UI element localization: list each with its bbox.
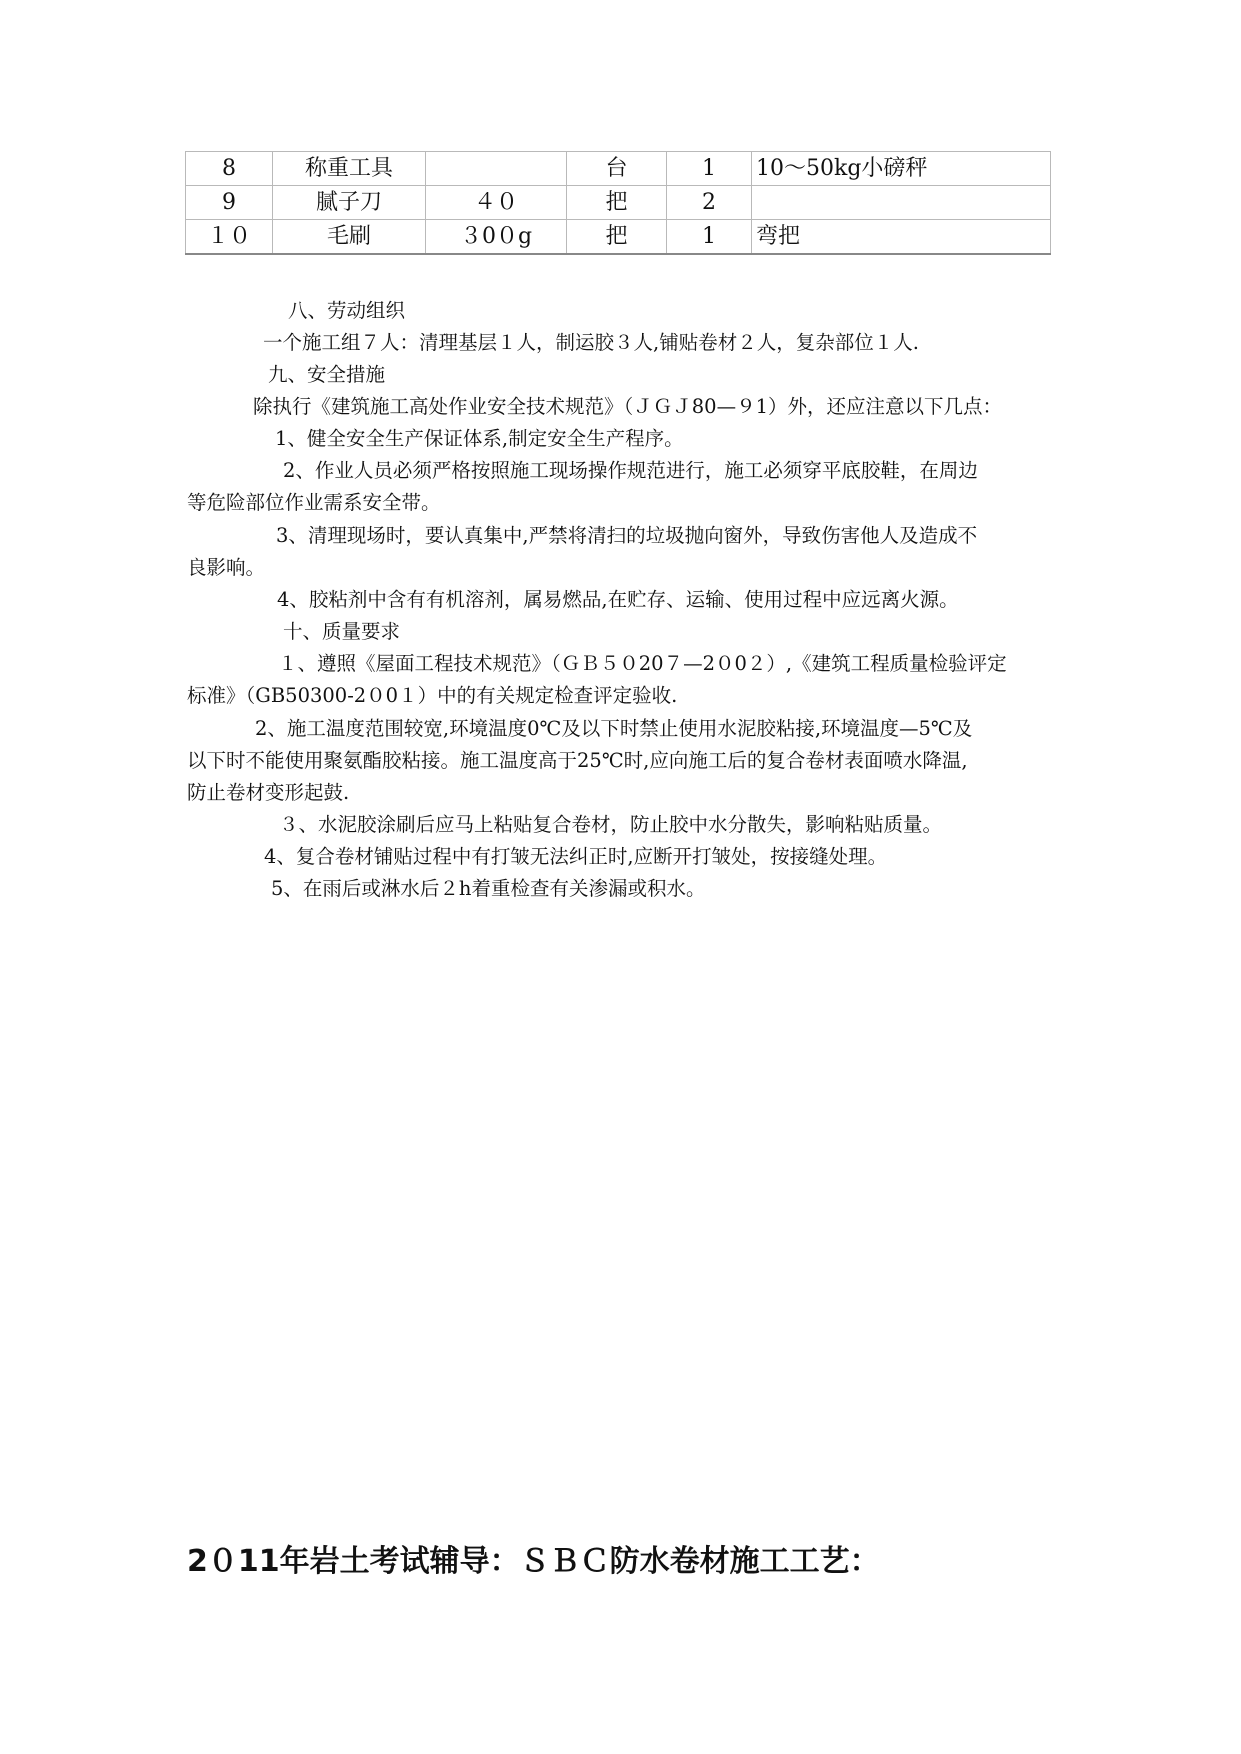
section-heading-safety: 九、安全措施 xyxy=(268,363,386,386)
cell-no: 8 xyxy=(186,152,273,186)
paragraph-line: 除执行《建筑施工高处作业安全技术规范》（ＪＧＪ80—９1）外，还应注意以下几点： xyxy=(253,395,1002,418)
list-item: 3、清理现场时，要认真集中,严禁将清扫的垃圾抛向窗外，导致伤害他人及造成不 xyxy=(276,524,978,547)
table-row xyxy=(186,186,1051,220)
cell-no: １０ xyxy=(186,220,273,255)
list-item: 4、胶粘剂中含有有机溶剂，属易燃品,在贮存、运输、使用过程中应远离火源。 xyxy=(277,588,959,611)
cell-qty: 1 xyxy=(667,152,752,186)
cell-qty: 2 xyxy=(667,186,752,220)
cell-no: 9 xyxy=(186,186,273,220)
document-title: 2０11年岩土考试辅导：ＳＢＣ防水卷材施工工艺： xyxy=(187,1544,880,1579)
cell-remark: 弯把 xyxy=(752,220,1051,255)
cell-name: 毛刷 xyxy=(273,220,426,255)
cell-unit: 把 xyxy=(567,220,667,255)
cell-qty: 1 xyxy=(667,220,752,255)
table-row xyxy=(186,152,1051,186)
list-item: ３、水泥胶涂刷后应马上粘贴复合卷材，防止胶中水分散失，影响粘贴质量。 xyxy=(279,813,943,836)
cell-remark: 10～50kg小磅秤 xyxy=(752,152,1051,186)
section-heading-quality: 十、质量要求 xyxy=(283,620,401,643)
cell-spec: ４０ xyxy=(426,186,567,220)
paragraph-line: 等危险部位作业需系安全带。 xyxy=(187,491,441,514)
paragraph-line: 以下时不能使用聚氨酯胶粘接。施工温度高于25℃时,应向施工后的复合卷材表面喷水降温, xyxy=(187,749,968,772)
cell-name: 称重工具 xyxy=(273,152,426,186)
paragraph-line: 一个施工组７人：清理基层１人，制运胶３人,铺贴卷材２人，复杂部位１人. xyxy=(263,331,919,354)
cell-spec: ３0０g xyxy=(426,220,567,255)
list-item: 2、施工温度范围较宽,环境温度0℃及以下时禁止使用水泥胶粘接,环境温度—5℃及 xyxy=(255,717,973,740)
tools-table xyxy=(185,151,1051,255)
paragraph-line: 防止卷材变形起鼓. xyxy=(187,781,350,804)
list-item: 2、作业人员必须严格按照施工现场操作规范进行，施工必须穿平底胶鞋，在周边 xyxy=(283,459,978,482)
cell-unit: 把 xyxy=(567,186,667,220)
section-heading-labor: 八、劳动组织 xyxy=(288,299,406,322)
paragraph-line: 良影响。 xyxy=(187,556,266,579)
cell-unit: 台 xyxy=(567,152,667,186)
cell-remark xyxy=(752,186,1051,220)
cell-name: 腻子刀 xyxy=(273,186,426,220)
list-item: １、遵照《屋面工程技术规范》（ＧＢ５０20７—2０0２）,《建筑工程质量检验评定 xyxy=(278,652,1007,675)
list-item: 5、在雨后或淋水后２h着重检查有关渗漏或积水。 xyxy=(271,877,706,900)
list-item: 1、健全安全生产保证体系,制定安全生产程序。 xyxy=(275,427,684,450)
cell-spec xyxy=(426,152,567,186)
list-item: 4、复合卷材铺贴过程中有打皱无法纠正时,应断开打皱处，按接缝处理。 xyxy=(264,845,888,868)
table-row xyxy=(186,220,1051,255)
paragraph-line: 标准》（GB50300-2０0１）中的有关规定检查评定验收. xyxy=(187,684,678,707)
